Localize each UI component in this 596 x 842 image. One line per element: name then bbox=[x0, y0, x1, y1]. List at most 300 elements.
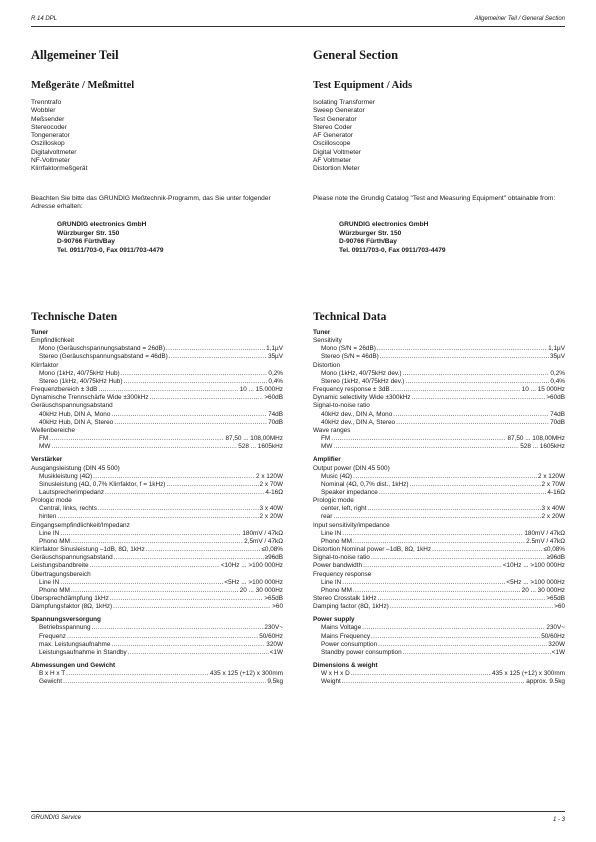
spec-row bbox=[31, 419, 283, 427]
equipment-heading-en: Test Equipment / Aids bbox=[313, 80, 413, 91]
tech-heading-en: Technical Data bbox=[313, 311, 387, 323]
dot-leader bbox=[71, 538, 243, 546]
equipment-item: AF Generator bbox=[313, 132, 353, 140]
spec-value: <1W bbox=[269, 648, 283, 656]
spec-row bbox=[313, 362, 565, 370]
spec-value: 0,2% bbox=[268, 369, 283, 377]
spec-row bbox=[313, 394, 565, 402]
spec-value: 4-16Ω bbox=[547, 488, 565, 496]
spec-label: Line IN bbox=[39, 529, 60, 537]
spec-row bbox=[313, 678, 565, 686]
spec-row bbox=[31, 411, 283, 419]
spec-row bbox=[31, 641, 283, 649]
dot-leader bbox=[121, 370, 268, 378]
spec-row bbox=[31, 353, 283, 361]
spec-label: Übersprechdämpfung 1kHz bbox=[31, 595, 109, 602]
spec-row bbox=[313, 587, 565, 595]
equipment-item: Isolating Transformer bbox=[313, 99, 375, 106]
spec-value: 9,5kg bbox=[267, 678, 283, 686]
equipment-item: Oscilloscope bbox=[313, 140, 351, 148]
spec-value: >65dB bbox=[546, 595, 565, 602]
equipment-item: Stereo Coder bbox=[313, 123, 353, 131]
spec-value: >60 bbox=[272, 603, 283, 611]
spec-row bbox=[31, 443, 283, 451]
spec-row bbox=[31, 670, 283, 678]
spec-label: hinten bbox=[39, 513, 57, 521]
spec-row bbox=[31, 386, 283, 394]
spec-label: Geräuschspannungsabstand bbox=[31, 402, 113, 410]
spec-value: 2 x 70W bbox=[541, 480, 565, 488]
spec-label: Klirrfaktor Sinusleistung –1dB, 8Ω, 1kHz bbox=[31, 546, 145, 554]
spec-row bbox=[31, 624, 283, 632]
dot-leader bbox=[71, 587, 239, 595]
dot-leader bbox=[353, 473, 537, 481]
spec-label: Mains Voltage bbox=[321, 624, 362, 632]
spec-row bbox=[31, 481, 283, 489]
spec-label: Phono MM bbox=[39, 537, 70, 545]
catalog-note-de: Beachten Sie bitte das GRUNDIG Meßtechnik-Programm, das Sie unter folgender Adresse erhalten: bbox=[31, 195, 271, 211]
equipment-item: AF Voltmeter bbox=[313, 157, 352, 165]
spec-value: 2 x 120W bbox=[256, 472, 283, 480]
dot-leader bbox=[150, 394, 264, 402]
spec-label: Wellenbereiche bbox=[31, 426, 75, 434]
dot-leader bbox=[351, 670, 491, 678]
equipment-item: Test Generator bbox=[313, 115, 357, 123]
spec-row bbox=[31, 465, 283, 473]
catalog-note-en: Please note the Grundig Catalog "Test and Measuring Equipment" obtainable from: bbox=[313, 195, 556, 202]
spec-row bbox=[313, 513, 565, 521]
dot-leader bbox=[371, 633, 540, 641]
address-line: D-90766 Fürth/Bay bbox=[339, 238, 397, 246]
equipment-item: NF-Voltmeter bbox=[31, 157, 70, 165]
spec-table-de bbox=[31, 329, 283, 687]
equipment-item: Wobbler bbox=[31, 107, 56, 115]
spec-label: Mono (1kHz, 40/75kHz Hub) bbox=[39, 369, 120, 377]
spec-label: Weight bbox=[321, 678, 341, 686]
address-line: GRUNDIG electronics GmbH bbox=[339, 221, 429, 228]
spec-label: Empfindlichkeit bbox=[31, 337, 74, 345]
spec-value: ≤0,08% bbox=[261, 546, 283, 554]
dot-leader bbox=[110, 595, 264, 603]
dot-leader bbox=[105, 489, 264, 497]
equipment-item: Meßsender bbox=[31, 115, 65, 123]
spec-label: Distortion Nominal power –1dB, 8Ω, 1kHz bbox=[313, 546, 432, 554]
dot-leader bbox=[67, 633, 258, 641]
dot-leader bbox=[393, 411, 549, 419]
spec-label: Line IN bbox=[321, 578, 342, 586]
spec-row bbox=[313, 649, 565, 657]
spec-value: 10 ... 15.000Hz bbox=[239, 386, 283, 394]
spec-value: 2 x 20W bbox=[259, 513, 283, 521]
address-de bbox=[57, 221, 309, 255]
spec-value: 435 x 125 (+12) x 300mm bbox=[492, 670, 565, 678]
spec-value: 3 x 40W bbox=[259, 505, 283, 513]
spec-label: Mains Frequency bbox=[321, 632, 371, 640]
spec-label: Line IN bbox=[39, 578, 60, 586]
spec-row bbox=[31, 435, 283, 443]
spec-value: 180mV / 47kΩ bbox=[524, 529, 565, 537]
spec-row bbox=[31, 587, 283, 595]
spec-row bbox=[31, 603, 283, 611]
spec-value: >60dB bbox=[264, 394, 283, 402]
spec-row bbox=[313, 411, 565, 419]
spec-value: 2,5mV / 47kΩ bbox=[244, 537, 283, 545]
dot-leader bbox=[51, 443, 237, 451]
spec-label: 40kHz Hub, DIN A, Mono bbox=[39, 410, 111, 418]
dot-leader bbox=[114, 419, 267, 427]
spec-value: ≥96dB bbox=[264, 554, 283, 562]
dot-leader bbox=[166, 481, 258, 489]
spec-value: 50/60Hz bbox=[541, 632, 565, 640]
spec-row bbox=[31, 402, 283, 410]
equipment-item: Oszilloskop bbox=[31, 140, 65, 148]
spec-row bbox=[313, 595, 565, 603]
dot-leader bbox=[146, 546, 261, 554]
dot-leader bbox=[353, 587, 521, 595]
address-line: GRUNDIG electronics GmbH bbox=[57, 221, 147, 228]
equipment-item: Digitalvoltmeter bbox=[31, 148, 77, 156]
spec-label: Line IN bbox=[321, 529, 342, 537]
spec-label: Input sensitivity/impedance bbox=[313, 521, 390, 529]
dot-leader bbox=[123, 378, 267, 386]
spec-value: <5Hz ... >100 000Hz bbox=[224, 578, 283, 586]
spec-value: <10Hz ... >100 000Hz bbox=[502, 562, 565, 570]
dot-leader bbox=[380, 353, 549, 361]
spec-row bbox=[313, 345, 565, 353]
spec-value: 1,1µV bbox=[548, 345, 565, 353]
header-section: Allgemeiner Teil / General Section bbox=[474, 16, 565, 22]
spec-row bbox=[31, 345, 283, 353]
dot-leader bbox=[166, 345, 265, 353]
spec-row bbox=[313, 427, 565, 435]
spec-row bbox=[313, 603, 565, 611]
spec-value: 320W bbox=[266, 640, 283, 648]
spec-label: rear bbox=[321, 513, 333, 521]
spec-label: Ausgangsleistung (DIN 45 500) bbox=[31, 464, 120, 472]
spec-value: <5Hz ... >100 000Hz bbox=[506, 578, 565, 586]
spec-value: 2 x 120W bbox=[538, 472, 565, 480]
dot-leader bbox=[60, 579, 223, 587]
spec-value: 528 ... 1605kHz bbox=[520, 443, 565, 451]
dot-leader bbox=[98, 386, 238, 394]
spec-value: 2 x 20W bbox=[541, 513, 565, 521]
spec-value: <1W bbox=[551, 648, 565, 656]
dot-leader bbox=[128, 649, 269, 657]
spec-label: Mono (1kHz, 40/75kHz dev.) bbox=[321, 369, 402, 377]
spec-value: 50/60Hz bbox=[259, 632, 283, 640]
spec-label: Leistungsbandbreite bbox=[31, 562, 89, 570]
equipment-item: Distortion Meter bbox=[313, 165, 360, 173]
dot-leader bbox=[371, 554, 546, 562]
spec-label: Phono MM bbox=[321, 586, 352, 594]
dot-leader bbox=[333, 443, 519, 451]
spec-label: Frequenzbereich ± 3dB bbox=[31, 386, 98, 394]
spec-group-heading: Spannungsversorgung bbox=[31, 616, 101, 624]
address-line: Tel. 0911/703-0, Fax 0911/703-4479 bbox=[339, 246, 446, 254]
spec-value: <10Hz ... >100 000Hz bbox=[220, 562, 283, 570]
spec-row bbox=[313, 571, 565, 579]
spec-label: FM bbox=[39, 435, 49, 443]
dot-leader bbox=[403, 649, 551, 657]
spec-row bbox=[313, 670, 565, 678]
dot-leader bbox=[410, 481, 541, 489]
spec-value: 87,50 ... 108,00MHz bbox=[507, 435, 565, 443]
spec-row bbox=[31, 678, 283, 686]
dot-leader bbox=[114, 554, 264, 562]
dot-leader bbox=[412, 394, 546, 402]
footer-rule bbox=[31, 811, 565, 812]
spec-label: Mono (Geräuschspannungsabstand = 26dB) bbox=[39, 345, 165, 353]
spec-row bbox=[313, 579, 565, 587]
spec-label: Geräuschspannungsabstand bbox=[31, 554, 113, 562]
spec-row bbox=[313, 530, 565, 538]
spec-row bbox=[31, 337, 283, 345]
spec-value: 4-16Ω bbox=[265, 488, 283, 496]
spec-label: Frequency response ± 3dB bbox=[313, 386, 390, 394]
spec-label: W x H x D bbox=[321, 670, 350, 678]
equipment-list-de bbox=[31, 99, 283, 174]
spec-label: MW bbox=[39, 443, 51, 451]
spec-row bbox=[31, 571, 283, 579]
spec-row bbox=[31, 473, 283, 481]
spec-label: Gewicht bbox=[39, 678, 63, 686]
spec-row bbox=[31, 562, 283, 570]
spec-label: Wave ranges bbox=[313, 426, 351, 434]
spec-row bbox=[31, 489, 283, 497]
section-title-de: Allgemeiner Teil bbox=[31, 48, 119, 62]
spec-row bbox=[31, 649, 283, 657]
spec-row bbox=[313, 497, 565, 505]
dot-leader bbox=[63, 678, 266, 686]
spec-label: Phono MM bbox=[321, 537, 352, 545]
spec-label: Output power (DIN 45 500) bbox=[313, 464, 390, 472]
dot-leader bbox=[90, 562, 220, 570]
spec-group-heading: Amplifier bbox=[313, 456, 341, 464]
equipment-item: Digital Voltmeter bbox=[313, 148, 362, 156]
spec-value: 10 ... 15 000Hz bbox=[521, 386, 565, 394]
address-line: Tel. 0911/703-0, Fax 0911/703-4479 bbox=[57, 246, 164, 254]
spec-row bbox=[313, 641, 565, 649]
spec-value: 20 ... 30 000Hz bbox=[521, 586, 565, 594]
spec-row bbox=[313, 481, 565, 489]
spec-row bbox=[31, 505, 283, 513]
spec-label: Dynamische Trennschärfe Wide ±300kHz bbox=[31, 394, 149, 402]
spec-label: Prologic mode bbox=[313, 497, 354, 505]
spec-label: MW bbox=[321, 443, 333, 451]
spec-label: Speaker impedance bbox=[321, 488, 378, 496]
dot-leader bbox=[342, 530, 523, 538]
header-rule bbox=[31, 26, 565, 27]
spec-label: Betriebsspannung bbox=[39, 624, 91, 632]
spec-value: 74dB bbox=[268, 410, 283, 418]
spec-row bbox=[31, 394, 283, 402]
spec-value: 70dB bbox=[550, 418, 565, 426]
spec-label: max. Leistungsaufnahme bbox=[39, 640, 111, 648]
spec-value: 320W bbox=[548, 640, 565, 648]
dot-leader bbox=[93, 473, 255, 481]
spec-row bbox=[313, 443, 565, 451]
spec-label: 40kHz Hub, DIN A, Stereo bbox=[39, 418, 114, 426]
spec-label: Stereo (1kHz, 40/75kHz dev.) bbox=[321, 377, 405, 385]
spec-value: >60 bbox=[554, 603, 565, 611]
spec-row bbox=[313, 419, 565, 427]
spec-label: Sinusleistung (4Ω, 0,7% Klirrfaktor, f = 1kHz) bbox=[39, 480, 166, 488]
spec-row bbox=[313, 562, 565, 570]
spec-row bbox=[313, 505, 565, 513]
spec-group-heading: Tuner bbox=[313, 329, 331, 336]
dot-leader bbox=[367, 505, 540, 513]
spec-row bbox=[313, 633, 565, 641]
dot-leader bbox=[111, 411, 267, 419]
spec-label: Damping factor (8Ω, 1kHz) bbox=[313, 603, 389, 611]
spec-value: 3 x 40W bbox=[541, 505, 565, 513]
spec-row bbox=[313, 546, 565, 554]
spec-row bbox=[313, 353, 565, 361]
spec-label: Signal-to-noise ratio bbox=[313, 402, 370, 410]
dot-leader bbox=[378, 595, 546, 603]
spec-row bbox=[31, 378, 283, 386]
spec-value: 74dB bbox=[550, 410, 565, 418]
address-line: Würzburger Str. 150 bbox=[57, 229, 120, 237]
spec-label: 40kHz dev., DIN A, Mono bbox=[321, 410, 393, 418]
equipment-item: Stereocoder bbox=[31, 123, 67, 131]
spec-label: Nominal (4Ω, 0,7% dist., 1kHz) bbox=[321, 480, 409, 488]
spec-label: Klirrfaktor bbox=[31, 361, 59, 369]
spec-row bbox=[313, 522, 565, 530]
equipment-item: Sweep Generator bbox=[313, 107, 365, 115]
spec-value: 2 x 70W bbox=[259, 480, 283, 488]
spec-value: ≥96dB bbox=[546, 554, 565, 562]
spec-row bbox=[313, 386, 565, 394]
dot-leader bbox=[113, 603, 271, 611]
header-model: R 14 DPL bbox=[31, 16, 58, 22]
spec-row bbox=[313, 337, 565, 345]
spec-label: Distortion bbox=[313, 361, 340, 369]
spec-group-heading: Tuner bbox=[31, 329, 49, 336]
spec-label: B x H x T bbox=[39, 670, 66, 678]
spec-row bbox=[31, 497, 283, 505]
spec-row bbox=[31, 554, 283, 562]
spec-label: Mono (S/N = 26dB) bbox=[321, 345, 376, 353]
spec-value: approx. 9.5kg bbox=[526, 678, 565, 686]
equipment-item: Tongenerator bbox=[31, 132, 70, 140]
spec-value: >65dB bbox=[264, 595, 283, 602]
spec-row bbox=[31, 546, 283, 554]
dot-leader bbox=[333, 513, 540, 521]
spec-value: 35µV bbox=[549, 353, 565, 361]
spec-label: Signal-to-noise ratio bbox=[313, 554, 370, 562]
spec-label: Frequency response bbox=[313, 570, 372, 578]
page-number: 1 - 3 bbox=[552, 817, 565, 823]
spec-table-en bbox=[313, 329, 565, 687]
dot-leader bbox=[377, 345, 547, 353]
dot-leader bbox=[342, 579, 505, 587]
spec-value: 70dB bbox=[268, 418, 283, 426]
dot-leader bbox=[405, 378, 549, 386]
spec-label: Eingangsempfindlichkeit/Impedanz bbox=[31, 521, 130, 529]
equipment-item: Trenntrafo bbox=[31, 99, 62, 106]
spec-row bbox=[313, 554, 565, 562]
spec-label: Standby power consumption bbox=[321, 648, 402, 656]
spec-label: Music (4Ω) bbox=[321, 472, 353, 480]
spec-row bbox=[31, 427, 283, 435]
spec-label: Sensitivity bbox=[313, 337, 342, 345]
spec-label: Stereo Crosstalk 1kHz bbox=[313, 595, 377, 602]
address-line: D-90766 Fürth/Bay bbox=[57, 238, 115, 246]
dot-leader bbox=[379, 489, 547, 497]
spec-row bbox=[313, 473, 565, 481]
spec-value: 0,4% bbox=[550, 377, 565, 385]
dot-leader bbox=[111, 641, 265, 649]
spec-value: 20 ... 30 000Hz bbox=[239, 586, 283, 594]
spec-row bbox=[313, 435, 565, 443]
dot-leader bbox=[362, 624, 545, 632]
spec-row bbox=[313, 538, 565, 546]
spec-row bbox=[31, 522, 283, 530]
footer-brand: GRUNDIG Service bbox=[31, 815, 82, 821]
spec-row bbox=[31, 579, 283, 587]
spec-row bbox=[31, 370, 283, 378]
spec-label: Stereo (Geräuschspannungsabstand = 46dB) bbox=[39, 353, 168, 361]
spec-value: 230V~ bbox=[264, 624, 283, 632]
dot-leader bbox=[396, 419, 549, 427]
dot-leader bbox=[49, 435, 224, 443]
spec-group-heading: Dimensions & weight bbox=[313, 662, 378, 670]
spec-label: Stereo (1kHz, 40/75kHz Hub) bbox=[39, 377, 123, 385]
spec-label: Prologic mode bbox=[31, 497, 72, 505]
spec-value: 230V~ bbox=[546, 624, 565, 632]
spec-row bbox=[31, 538, 283, 546]
spec-value: 435 x 125 (+12) x 300mm bbox=[210, 670, 283, 678]
spec-value: ≤0,08% bbox=[543, 546, 565, 554]
spec-label: Power bandwidth bbox=[313, 562, 363, 570]
spec-value: 0,4% bbox=[268, 377, 283, 385]
spec-row bbox=[313, 624, 565, 632]
dot-leader bbox=[363, 562, 502, 570]
spec-row bbox=[31, 513, 283, 521]
spec-value: 528 ... 1605kHz bbox=[238, 443, 283, 451]
spec-group-heading: Power supply bbox=[313, 616, 355, 624]
dot-leader bbox=[169, 353, 267, 361]
spec-row bbox=[313, 370, 565, 378]
spec-row bbox=[31, 595, 283, 603]
spec-label: Frequenz bbox=[39, 632, 66, 640]
spec-label: 40kHz dev., DIN A, Stereo bbox=[321, 418, 396, 426]
spec-value: 87,50 ... 108,00MHz bbox=[225, 435, 283, 443]
dot-leader bbox=[66, 670, 209, 678]
spec-row bbox=[313, 489, 565, 497]
spec-value: 1,1µV bbox=[266, 345, 283, 353]
spec-label: Dämpfungsfaktor (8Ω, 1kHz) bbox=[31, 603, 113, 611]
spec-label: Musikleistung (4Ω) bbox=[39, 472, 93, 480]
spec-group-heading: Verstärker bbox=[31, 456, 63, 464]
dot-leader bbox=[403, 370, 550, 378]
dot-leader bbox=[353, 538, 525, 546]
equipment-list-en bbox=[313, 99, 565, 174]
dot-leader bbox=[342, 678, 525, 686]
dot-leader bbox=[390, 603, 553, 611]
dot-leader bbox=[331, 435, 506, 443]
spec-label: Dynamic selectivity Wide ±300kHz bbox=[313, 394, 411, 402]
spec-label: Central, links, rechts bbox=[39, 505, 97, 513]
dot-leader bbox=[98, 505, 259, 513]
equipment-item: Klirrfaktormeßgerät bbox=[31, 165, 88, 173]
spec-label: center, left, right bbox=[321, 505, 367, 513]
spec-label: Leistungsaufnahme in Standby bbox=[39, 648, 127, 656]
spec-value: 0,2% bbox=[550, 369, 565, 377]
equipment-heading-de: Meßgeräte / Meßmittel bbox=[31, 80, 135, 91]
address-en bbox=[339, 221, 591, 255]
